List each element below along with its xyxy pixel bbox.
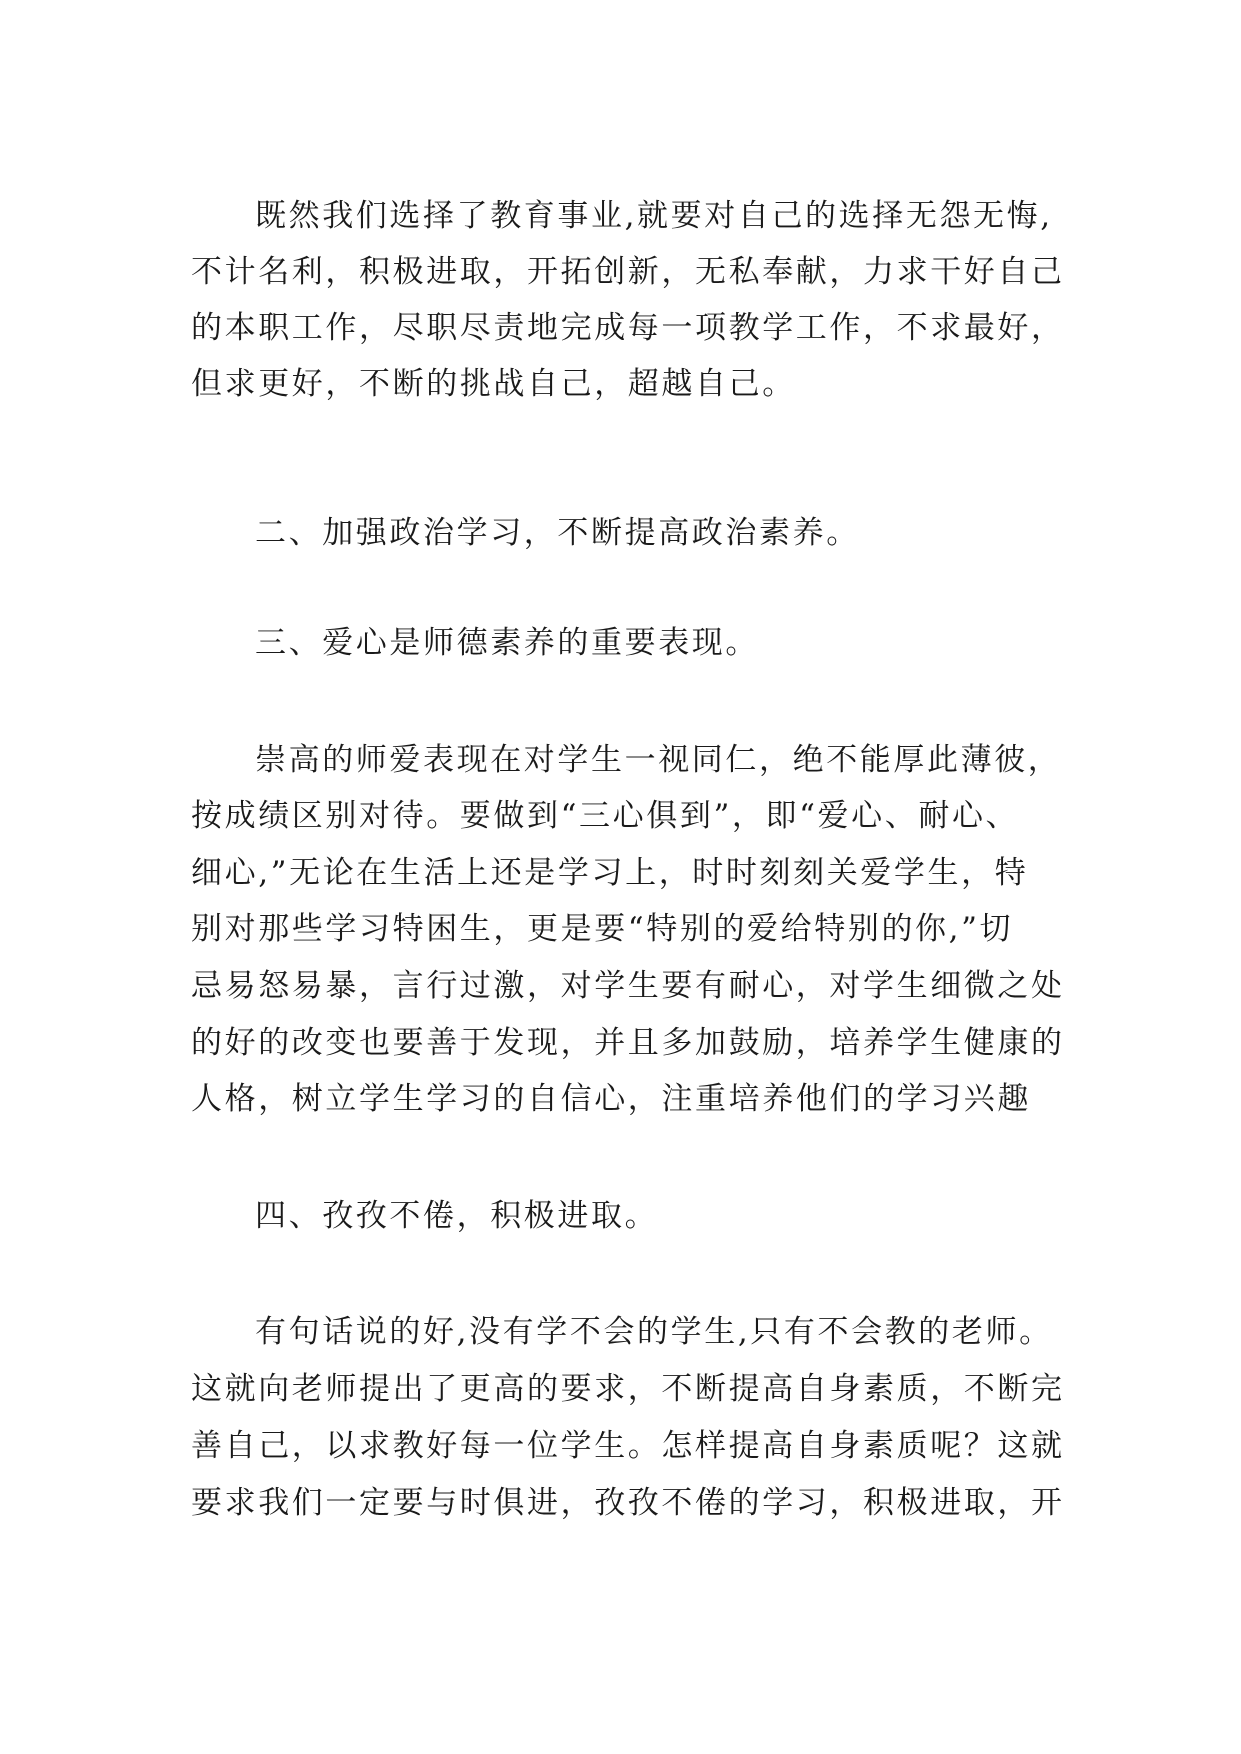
- text-line: 的本职工作，尽职尽责地完成每一项教学工作，不求最好，: [191, 310, 1065, 346]
- text-line: 有句话说的好,没有学不会的学生,只有不会教的老师。: [255, 1314, 1053, 1350]
- text-line: 既然我们选择了教育事业,就要对自己的选择无怨无悔,: [255, 198, 1053, 234]
- text-line: 崇高的师爱表现在对学生一视同仁，绝不能厚此薄彼，: [255, 742, 1062, 778]
- section-heading-political-study: 二、加强政治学习，不断提高政治素养。: [255, 515, 860, 551]
- text-line: 别对那些学习特困生，更是要“特别的爱给特别的你,”切: [191, 911, 1014, 947]
- text-line: 人格，树立学生学习的自信心，注重培养他们的学习兴趣: [191, 1081, 1031, 1117]
- text-line: 忌易怒易暴，言行过激，对学生要有耐心，对学生细微之处: [191, 968, 1065, 1004]
- text-line: 不计名利，积极进取，开拓创新，无私奉献，力求干好自己: [191, 254, 1065, 290]
- text-line: 但求更好，不断的挑战自己，超越自己。: [191, 366, 796, 402]
- section-heading-diligence: 四、孜孜不倦，积极进取。: [255, 1198, 659, 1234]
- text-line: 这就向老师提出了更高的要求，不断提高自身素质，不断完: [191, 1371, 1065, 1407]
- text-line: 按成绩区别对待。要做到“三心俱到”，即“爱心、耐心、: [191, 798, 1020, 834]
- section-heading-love: 三、爱心是师德素养的重要表现。: [255, 625, 759, 661]
- text-line: 细心,”无论在生活上还是学习上，时时刻刻关爱学生，特: [191, 855, 1029, 891]
- text-line: 的好的改变也要善于发现，并且多加鼓励，培养学生健康的: [191, 1025, 1065, 1061]
- text-line: 要求我们一定要与时俱进，孜孜不倦的学习，积极进取，开: [191, 1485, 1065, 1521]
- text-line: 善自己，以求教好每一位学生。怎样提高自身素质呢？这就: [191, 1428, 1065, 1464]
